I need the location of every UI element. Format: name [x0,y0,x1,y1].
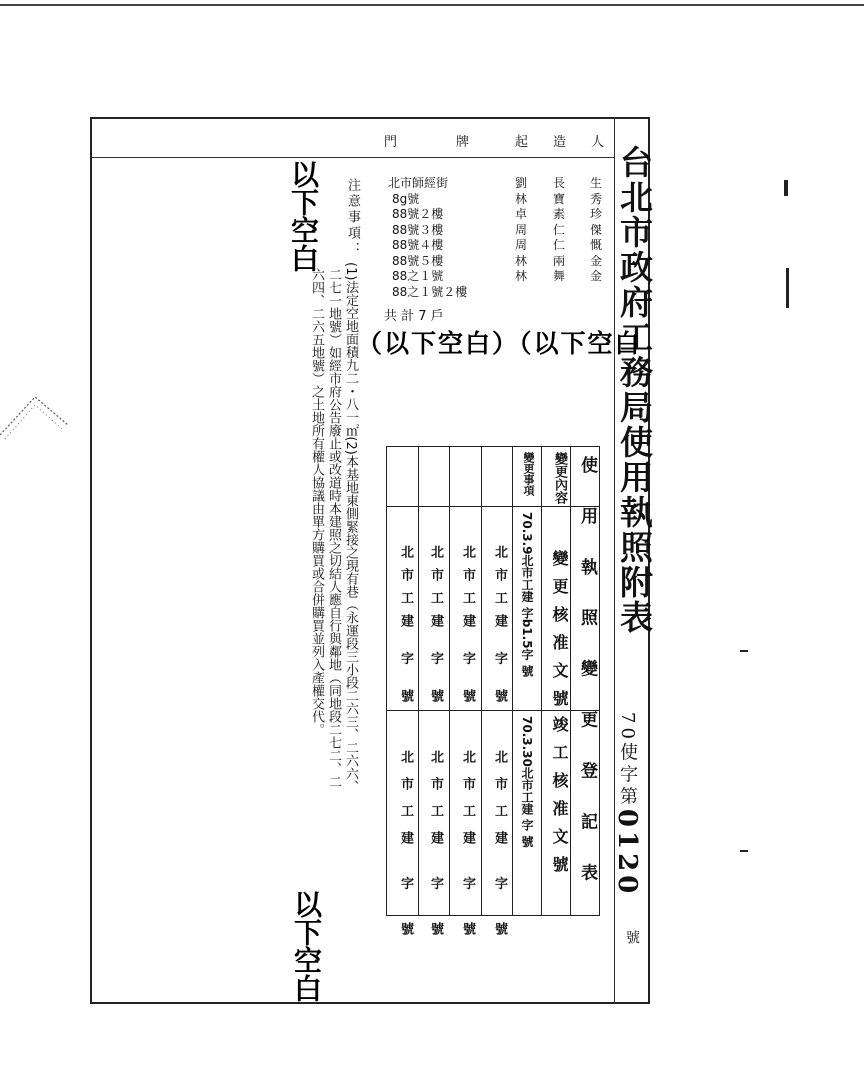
blank-completion-row: 北市工建 字 號 [428,750,443,950]
notes-label: 注意事項： [345,178,360,258]
given-name: 金 [590,253,603,268]
address-item: 88之１號 [392,269,444,283]
given-name: 慨 [590,238,603,252]
given-name: 仁 [553,222,566,237]
permit-number [612,712,642,897]
blank-completion-row: 北市工建 字 號 [492,750,507,950]
given-name: 金 [590,269,603,283]
blank-completion-row: 北市工建 字 號 [398,750,413,950]
header-doorplate-2: 牌 [456,135,470,150]
entry-completion-permit: 70.3.30北市工建 字 號 [520,716,534,848]
surname: 周 [515,238,528,252]
scan-mark [740,650,748,652]
surname: 林 [515,191,528,206]
row-label-content: 變更內容 [552,452,567,504]
notes-col-3: 六四、二六五地號）之土地所有權人協議由單方購買或合併購買並列入產權交代。 [309,268,324,736]
surname: 卓 [515,207,528,221]
handwritten-blank-mid: （以下空白）（以下空白 [357,329,642,358]
given-name: 素 [553,207,566,221]
header-divider [90,157,615,158]
blank-change-row: 北市工建 字 號 [398,545,413,713]
handwritten-blank-bottom: 以下空白 [290,890,323,1002]
given-name: 舞 [553,269,566,283]
builder-given1-col [553,176,565,285]
blank-change-row: 北市工建 字 號 [460,545,475,713]
given-name: 仁 [553,238,566,252]
scan-smudge [0,395,70,445]
document-title: 台北市政府工務局使用執照附表 [615,145,654,635]
address-item: 8g號 [392,191,420,206]
address-item: 88之１號２樓 [392,284,468,299]
blank-change-row: 北市工建 字 號 [492,545,507,713]
street-name: 北市師經街 [388,176,449,190]
surname: 林 [515,269,528,283]
given-name: 珍 [590,207,603,221]
builder-surname-col [515,176,527,285]
permit-value: 0120 [612,808,642,898]
table-col-line [541,446,542,916]
notes-col-1: (1)法定空地面積九二・八一㎡(2)本基地東側緊接之現有巷（永運段三小段二六三、二六六、 [343,262,358,793]
given-name: 兩 [553,253,566,268]
scan-mark [786,268,789,308]
notes-col-2: 二七一地號）如經市府公告廢止或改道時本建照之切結人應自行與鄰地（同地段二七二、二 [326,268,341,788]
handwritten-blank-top: 以下空白 [287,160,320,272]
address-item: 88號４樓 [392,238,444,252]
surname: 劉 [515,176,528,190]
scan-mark [784,180,788,196]
scan-mark [740,850,748,852]
header-builder-2: 造 [553,135,567,150]
address-item: 88號３樓 [392,222,444,237]
address-item: 88號２樓 [392,207,444,221]
surname: 林 [515,253,528,268]
table-header: 使 用 執 照 變 更 登 記 表 [577,456,597,895]
blank-completion-row: 北市工建 字 號 [460,750,475,950]
header-doorplate: 門 [384,135,398,150]
scan-artifact [0,4,864,6]
table-row-line [386,506,600,507]
permit-suffix: 號 [624,930,640,944]
table-col-line [418,446,419,916]
entry-change-permit: 70.3.9北市工建 字b1.5字 號 [520,512,534,677]
blank-change-row: 北市工建 字 號 [428,545,443,713]
table-col-line [512,446,513,916]
address-list [388,176,498,300]
col-completion-permit: 竣工核准文號 [550,716,569,884]
header-builder-3: 人 [591,135,605,150]
given-name: 秀 [590,191,603,206]
header-builder: 起 [515,135,529,150]
table-col-line [449,446,450,916]
address-item: 88號５樓 [392,253,444,268]
given-name: 傑 [590,222,603,237]
given-name: 寶 [553,191,566,206]
surname: 周 [515,222,528,237]
household-total: 共 計 7 戶 [384,309,444,324]
col-change-permit: 變更核准文號 [550,550,569,718]
permit-prefix: 70使字第 [617,712,638,809]
builder-given2-col [590,176,602,285]
table-col-line [481,446,482,916]
given-name: 生 [590,176,603,190]
row-label-content-2: 變更事項 [522,452,535,496]
given-name: 長 [553,176,566,190]
